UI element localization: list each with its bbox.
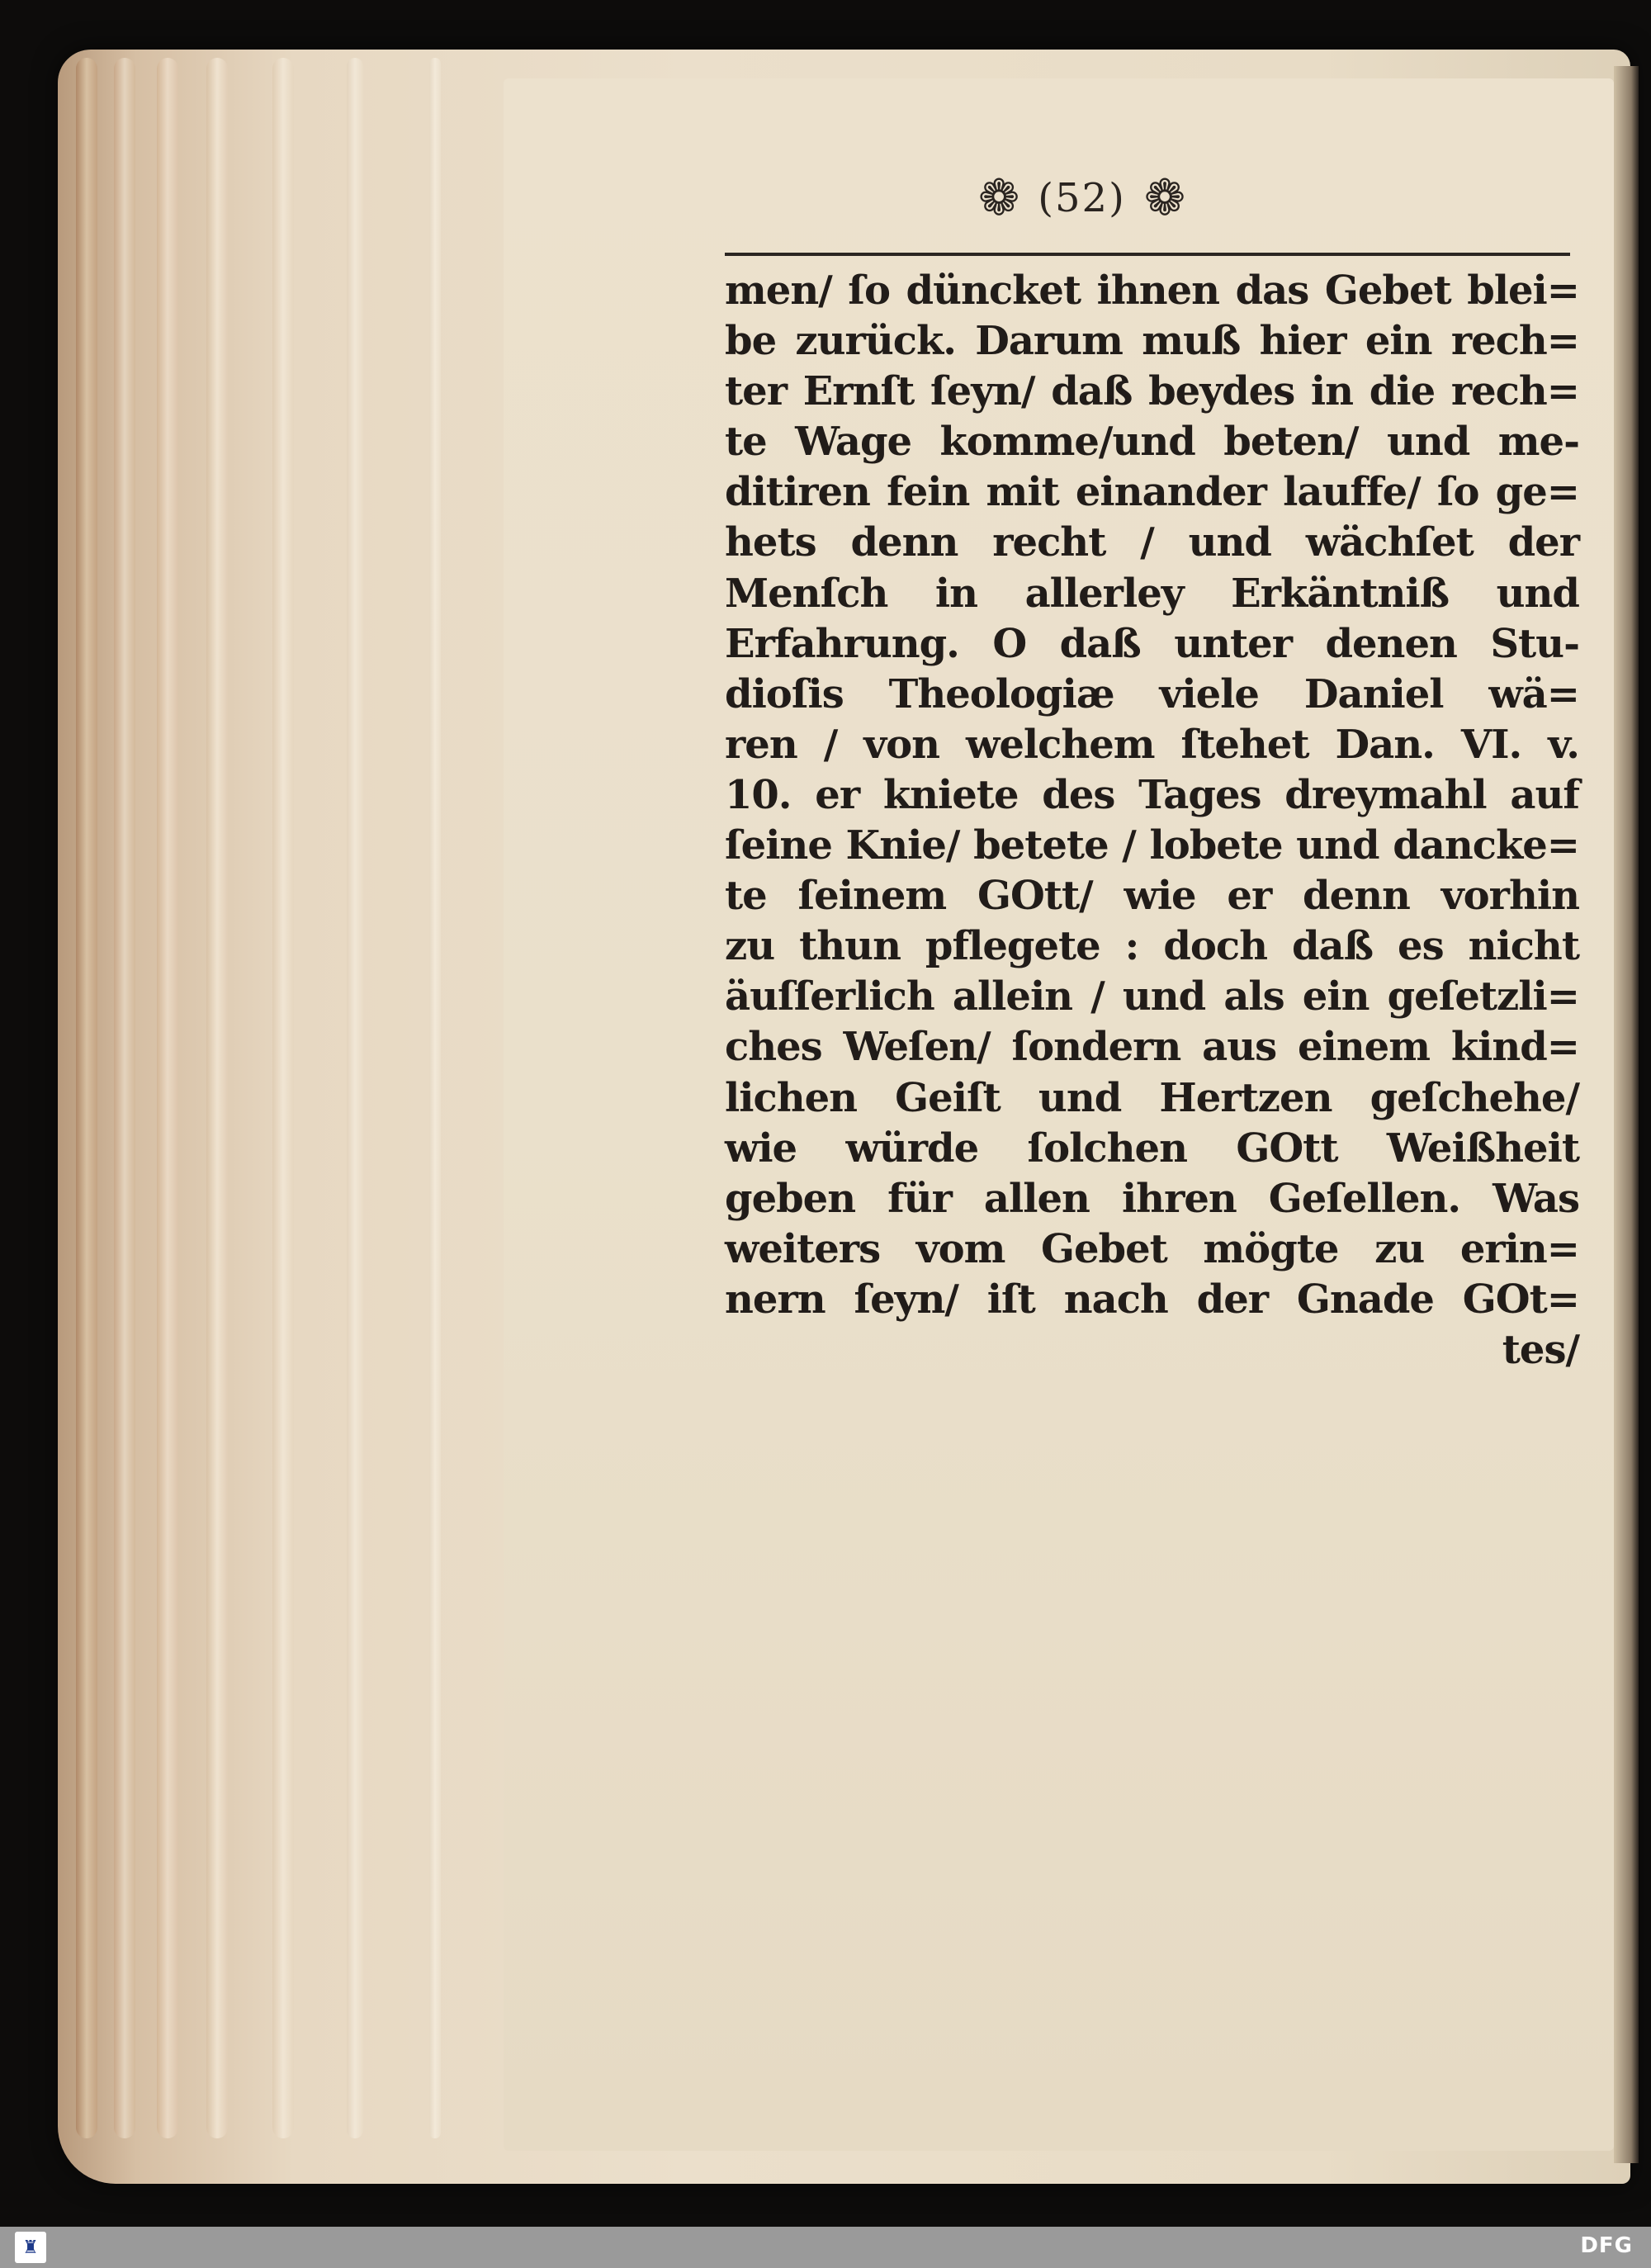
text-line: geben für allen ihren Geſellen. Was: [725, 1175, 1579, 1222]
page-edge: [206, 58, 228, 2138]
header-rule: [725, 253, 1570, 256]
text-line: Erfahrung. O daß unter denen Stu-: [725, 620, 1579, 667]
page-edge: [157, 58, 178, 2138]
footer-bar: [0, 2227, 1651, 2268]
text-line: te ſeinem GOtt/ wie er denn vorhin: [725, 873, 1579, 920]
text-line: te Wage komme/und beten/ und me-: [725, 419, 1579, 466]
page-number: (52): [1038, 175, 1126, 221]
library-logo-icon: ♜: [15, 2232, 46, 2263]
book-gutter: [1614, 66, 1639, 2163]
page-edge: [76, 58, 97, 2138]
running-header: [978, 165, 1185, 231]
text-line: weiters vom Gebet mögte zu erin=: [725, 1225, 1579, 1272]
text-line: ditiren fein mit einander lauffe/ ſo ge=: [725, 469, 1579, 516]
dfg-mark: DFG: [1580, 2233, 1633, 2258]
page-edge: [429, 58, 441, 2138]
page-edge: [347, 58, 363, 2138]
text-line: zu thun pflegete : doch daß es nicht: [725, 923, 1579, 970]
text-line: 10. er kniete des Tages dreymahl auf: [725, 771, 1579, 818]
text-line: ren / von welchem ſtehet Dan. VI. v.: [725, 721, 1579, 768]
text-line: dioſis Theologiæ viele Daniel wä=: [725, 670, 1579, 717]
text-line: ter Ernſt ſeyn/ daß beydes in die rech=: [725, 368, 1579, 415]
text-line: ches Weſen/ ſondern aus einem kind=: [725, 1024, 1579, 1071]
text-line: wie würde ſolchen GOtt Weißheit: [725, 1125, 1579, 1172]
text-line: äuſſerlich allein / und als ein geſetzli=: [725, 973, 1579, 1020]
text-line: hets denn recht / und wächſet der: [725, 519, 1579, 566]
text-line: nern ſeyn/ iſt nach der Gnade GOt=: [725, 1276, 1579, 1323]
body-text: [725, 266, 1579, 1375]
text-line: be zurück. Darum muß hier ein rech=: [725, 318, 1579, 365]
text-line: tes/: [1502, 1326, 1579, 1373]
text-line: ſeine Knie/ betete / lobete und dancke=: [725, 822, 1579, 869]
text-line: Menſch in allerley Erkäntniß und: [725, 570, 1579, 617]
text-line: lichen Geiſt und Hertzen geſchehe/: [725, 1074, 1579, 1121]
text-line: men/ ſo düncket ihnen das Gebet blei=: [725, 268, 1579, 314]
ornament-left-icon: ❁: [978, 169, 1020, 227]
page-edge: [114, 58, 135, 2138]
ornament-right-icon: ❁: [1143, 169, 1186, 227]
page-edge: [272, 58, 294, 2138]
